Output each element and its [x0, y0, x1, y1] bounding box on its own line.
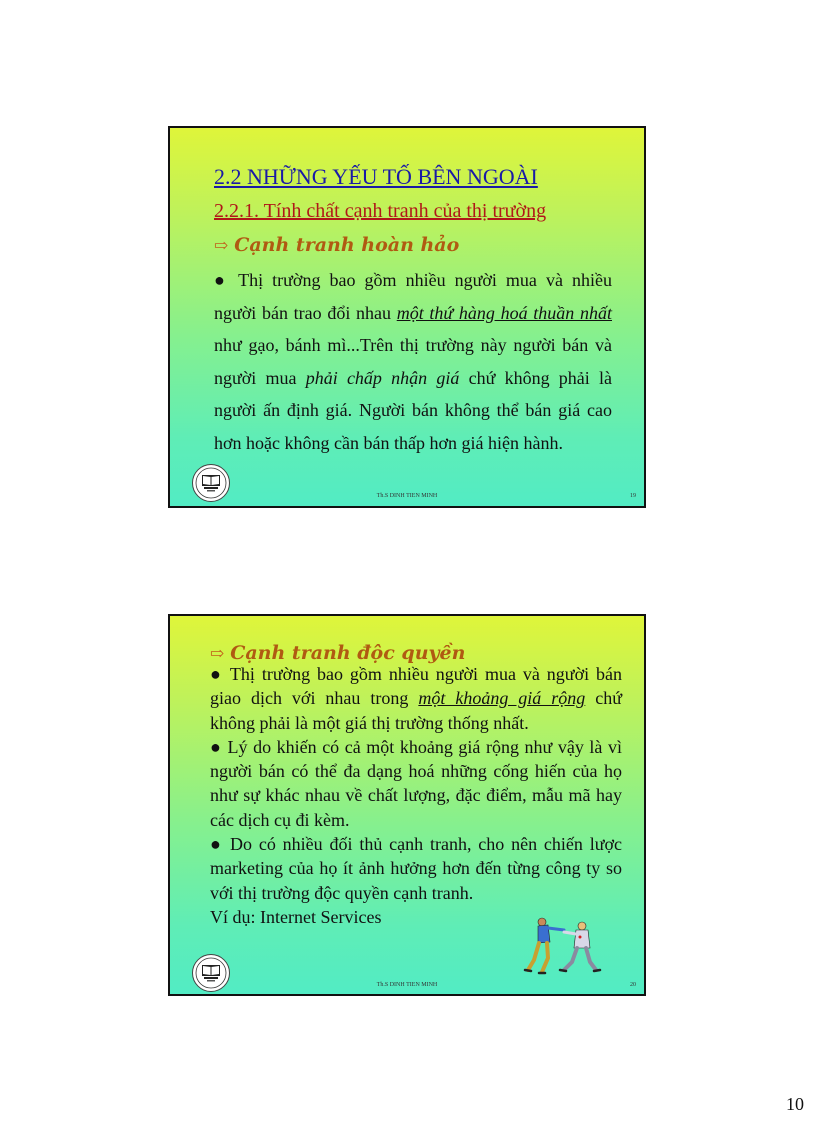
fighting-people-clipart: [520, 912, 604, 978]
heading-perfect-competition: [214, 234, 459, 256]
heading-text: Cạnh tranh hoàn hảo: [234, 234, 460, 256]
paragraph-lead: ● Thị trường bao gồm nhiều người mua và nhiều người bán trao đổi nhau: [214, 270, 612, 323]
example-line: Ví dụ: Internet Services: [210, 906, 382, 927]
bullet-2: ● Lý do khiến có cả một khoảng giá rộng như vậy là vì người bán có thể đa dạng hoá những cống hiến của họ như sự khác nhau về chất lượng, đặc điểm, mẫu mã hay các dịch cụ đi kèm.: [210, 736, 622, 830]
heading-text: Cạnh tranh độc quyền: [230, 642, 466, 664]
section-title: 2.2 NHỮNG YẾU TỐ BÊN NGOÀI: [214, 164, 538, 189]
slide-number: 19: [630, 493, 636, 499]
slide-20-body: [210, 662, 622, 929]
paragraph-tail: chứ không phải là người ấn định giá. Người bán không thể bán giá cao hơn hoặc không cần bán thấp hơn giá hiện hành.: [214, 367, 613, 453]
paragraph-emphasis-homogeneous-goods: một thứ hàng hoá thuần nhất: [396, 302, 612, 323]
arrow-right-icon: ⇨: [210, 644, 225, 664]
bullet-1-tail: chứ không phải là một giá thị trường thống nhất.: [210, 688, 623, 733]
bullet-1: [210, 662, 622, 735]
slide-20: [168, 614, 646, 996]
slide-19: [168, 126, 646, 508]
arrow-right-icon: ⇨: [214, 236, 229, 256]
bullet-1-lead: ● Thị trường bao gồm nhiều người mua và người bán giao dịch với nhau trong: [210, 664, 622, 709]
slide-number: 20: [630, 982, 636, 988]
footer-author: Th.S DINH TIEN MINH: [376, 493, 438, 499]
slide-19-paragraph: [214, 264, 612, 459]
paragraph-emphasis-price-taker: phải chấp nhận giá: [305, 367, 460, 388]
bullet-1-emphasis: một khoảng giá rộng: [418, 688, 586, 709]
subsection-title: 2.2.1. Tính chất cạnh tranh của thị trường: [214, 200, 547, 222]
footer-author: Th.S DINH TIEN MINH: [376, 982, 438, 988]
page-number: 10: [786, 1094, 804, 1114]
heading-monopolistic-competition: [210, 642, 465, 664]
bullet-3: ● Do có nhiều đối thủ cạnh tranh, cho nên chiến lược marketing của họ ít ảnh hưởng hơn đến từng công ty so với thị trường độc quyền cạnh tranh.: [210, 834, 622, 903]
paragraph-mid: như gạo, bánh mì...Trên thị trường này người bán và người mua: [214, 335, 612, 388]
